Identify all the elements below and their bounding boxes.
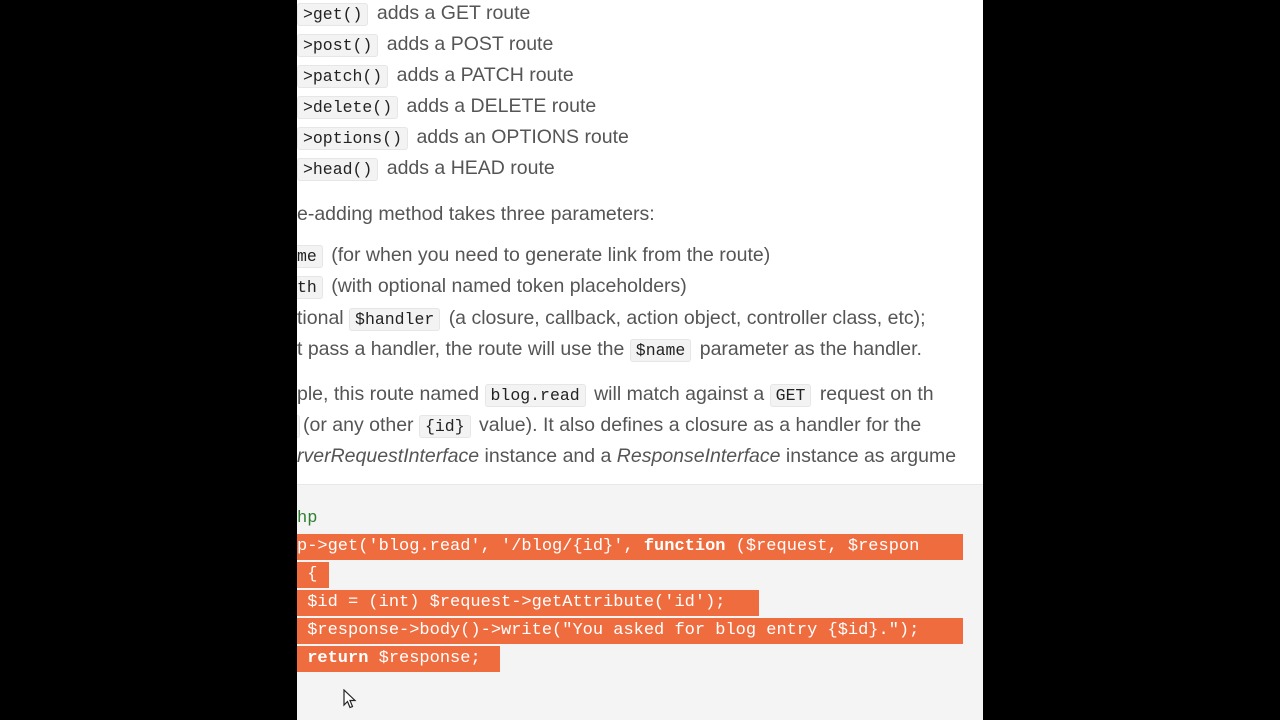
- interface-name: rverRequestInterface: [297, 445, 480, 467]
- code-block[interactable]: [297, 484, 983, 720]
- method-item-options: [297, 124, 629, 152]
- method-code: >get(): [297, 3, 368, 26]
- method-item-post: [297, 31, 553, 59]
- mouse-cursor-icon: [343, 689, 357, 709]
- keyword: function: [643, 537, 726, 556]
- param-path: [297, 273, 687, 301]
- param-name: [297, 242, 770, 270]
- method-item-delete: [297, 93, 596, 121]
- param-code: $name: [630, 339, 692, 362]
- method-code: >delete(): [297, 96, 398, 119]
- code-text: ($request, $respon: [725, 537, 920, 556]
- param-code: me: [297, 245, 323, 268]
- example-line-1: [297, 381, 934, 409]
- param-code: th: [297, 276, 323, 299]
- param-prefix: tional: [297, 307, 344, 329]
- method-desc: adds a POST route: [386, 33, 554, 55]
- method-item-get: [297, 0, 530, 28]
- param-desc: (a closure, callback, action object, controller class, etc);: [448, 307, 926, 329]
- text: (or any other: [303, 414, 414, 436]
- text: ple, this route named: [297, 383, 480, 405]
- code-line-5[interactable]: [297, 646, 500, 672]
- method-code: >patch(): [297, 65, 388, 88]
- code-text: $response;: [368, 649, 481, 668]
- method-desc: adds an OPTIONS route: [416, 126, 629, 148]
- example-line-2: [297, 412, 921, 440]
- method-desc: adds a DELETE route: [406, 95, 597, 117]
- param-handler-note: [297, 336, 922, 364]
- route-name-code: blog.read: [485, 384, 586, 407]
- interface-name: ResponseInterface: [616, 445, 781, 467]
- code-line-1[interactable]: [297, 534, 963, 560]
- code-text: p->get('blog.read', '/blog/{id}',: [297, 537, 644, 556]
- http-method-code: GET: [770, 384, 812, 407]
- text: instance and a: [484, 445, 612, 467]
- param-desc: (for when you need to generate link from the route): [331, 244, 771, 266]
- code-line-3[interactable]: $id = (int) $request->getAttribute('id');: [297, 590, 759, 616]
- method-code: >options(): [297, 127, 408, 150]
- text: request on th: [819, 383, 934, 405]
- method-desc: adds a HEAD route: [386, 157, 555, 179]
- method-code: >post(): [297, 34, 378, 57]
- params-intro: e-adding method takes three parameters:: [297, 203, 655, 225]
- method-desc: adds a GET route: [376, 2, 531, 24]
- id-token-code: {id}: [419, 415, 471, 438]
- example-line-3: [297, 443, 956, 469]
- method-desc: adds a PATCH route: [396, 64, 574, 86]
- keyword: return: [297, 649, 369, 668]
- note-prefix: t pass a handler, the route will use the: [297, 338, 625, 360]
- method-item-head: [297, 155, 555, 183]
- param-code: $handler: [349, 308, 440, 331]
- code-line-2[interactable]: {: [297, 562, 329, 588]
- php-open-tag: hp: [297, 509, 318, 528]
- documentation-pane: [297, 0, 983, 720]
- code-line-4[interactable]: $response->body()->write("You asked for blog entry {$id}.");: [297, 618, 963, 644]
- param-handler: [297, 305, 926, 333]
- path-code: [297, 415, 300, 438]
- text: will match against a: [594, 383, 765, 405]
- note-text: parameter as the handler.: [699, 338, 922, 360]
- text: value). It also defines a closure as a handler for the: [479, 414, 922, 436]
- method-code: >head(): [297, 158, 378, 181]
- param-desc: (with optional named token placeholders): [331, 275, 687, 297]
- text: instance as argume: [785, 445, 957, 467]
- method-item-patch: [297, 62, 574, 90]
